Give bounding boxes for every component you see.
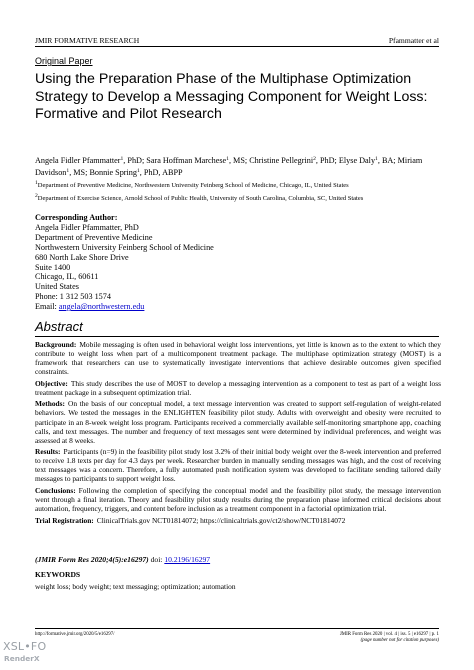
- corresponding-author-block: [35, 213, 214, 312]
- affiliation-marker: 2: [313, 156, 316, 162]
- section-label: Results:: [35, 447, 61, 457]
- affiliation-text: Department of Exercise Science, Arnold School of Public Health, University of South Carolina, Columbia, SC, United States: [37, 195, 364, 202]
- footer-divider: [35, 628, 439, 629]
- affiliation-number: 1: [35, 180, 38, 186]
- section-text: ClinicalTrials.gov NCT01814072; https://clinicaltrials.gov/ct2/show/NCT01814072: [96, 515, 346, 525]
- header-divider: [35, 46, 439, 47]
- affiliation-text: Department of Preventive Medicine, Northwestern University Feinberg School of Medicine, Chicago, IL, United States: [37, 182, 349, 189]
- email-label: Email:: [35, 302, 59, 312]
- abstract-heading: Abstract: [35, 319, 83, 334]
- abstract-results: [35, 447, 441, 483]
- contact-line: Suite 1400: [35, 262, 71, 272]
- section-label: Methods:: [35, 399, 65, 409]
- affiliation-number: 2: [35, 193, 38, 199]
- abstract-background: [35, 340, 441, 376]
- affiliation-marker: 1: [66, 168, 70, 174]
- abstract-divider: [35, 336, 439, 337]
- author-degrees: , PhD, ABPP: [139, 168, 183, 177]
- page-note: (page number not for citation purposes): [360, 638, 439, 643]
- contact-line: Department of Preventive Medicine: [35, 232, 153, 242]
- section-text: Mobile messaging is often used in behavioral weight loss interventions, yet little is known as to the extent to which they contribute to weight loss when part of a multicomponent treatment package. The multiphase optimization strategy (MOST) is a framework that researchers can use to systematically investigate interventions that achieve desirable outcomes given specified constraints.: [35, 340, 441, 377]
- author-name: Elyse Daly: [338, 156, 376, 165]
- author-name: Sara Hoffman Marchese: [146, 156, 227, 165]
- keywords-heading: KEYWORDS: [35, 570, 81, 579]
- paper-type-label: Original Paper: [35, 56, 93, 66]
- section-text: Participants (n=9) in the feasibility pilot study lost 3.2% of their initial body weight over the 8-week intervention and preferred to receive 1.8 texts per day for 4.3 days per week. Researcher burden in manually sending messages was high, and the cost of receiving text messages was a concern. Therefore, a fully automated push notification system was developed to facilitate sending tailored daily messages to participants to support weight loss.: [35, 447, 441, 484]
- contact-line: 680 North Lake Shore Drive: [35, 252, 129, 262]
- contact-line: United States: [35, 282, 79, 292]
- section-text: This study describes the use of MOST to develop a messaging intervention as a component to test as part of a weight loss treatment package in a subsequent optimization trial.: [35, 378, 441, 397]
- section-label: Conclusions:: [35, 485, 76, 495]
- affiliation-marker: 1: [120, 156, 124, 162]
- author-name: Christine Pellegrini: [249, 156, 314, 165]
- page-info: JMIR Form Res 2020 | vol. 4 | iss. 5 | e16297 | p. 1: [339, 632, 439, 637]
- renderx-logo-text: RenderX: [4, 654, 40, 663]
- corresponding-author-heading: Corresponding Author:: [35, 213, 118, 222]
- author-name: Bonnie Spring: [89, 168, 137, 177]
- affiliation-1: [35, 182, 441, 190]
- abstract-conclusions: [35, 486, 441, 513]
- contact-line: Angela Fidler Pfammatter, PhD: [35, 222, 139, 232]
- contact-line: Northwestern University Feinberg School of Medicine: [35, 242, 214, 252]
- abstract-trial-registration: [35, 516, 441, 525]
- author-degrees: , PhD;: [315, 156, 339, 165]
- citation-reference: (JMIR Form Res 2020;4(5):e16297): [35, 555, 149, 564]
- doi-link[interactable]: 10.2196/16297: [164, 555, 211, 564]
- abstract-objective: [35, 379, 441, 397]
- affiliation-marker: 1: [375, 156, 378, 162]
- contact-email-line: [35, 302, 214, 312]
- paper-title: Using the Preparation Phase of the Multiphase Optimization Strategy to Develop a Messaging Component for Weight Loss: Formative and Pilot Research: [35, 71, 428, 122]
- author-degrees: , PhD;: [123, 156, 147, 165]
- author-name: Angela Fidler Pfammatter: [35, 156, 121, 165]
- abstract-methods: [35, 399, 441, 444]
- author-list: [35, 155, 441, 179]
- footer-page-info: [340, 632, 439, 644]
- author-degrees: , BA;: [377, 156, 398, 165]
- xslfo-logo-text: XSL•FO: [3, 640, 47, 653]
- section-label: Objective:: [35, 378, 68, 388]
- contact-line: Chicago, IL, 60611: [35, 272, 99, 282]
- keywords-list: weight loss; body weight; text messaging; optimization; automation: [35, 582, 236, 591]
- abstract-body: [35, 340, 441, 527]
- doi-label: doi:: [150, 555, 163, 564]
- section-text: On the basis of our conceptual model, a text message intervention was created to support self-regulation of weight-related behaviors. We tested the messages in the ENLIGHTEN feasibility pilot study. Adults with overweight and obesity were recruited to participate in an 8-week weight loss program. Participants received a commercially available self-monitoring smartphone app, coaching calls, and text messages. The number and frequency of text messages sent were determined by individual preferences, and weight was assessed at 8 weeks.: [35, 399, 441, 445]
- section-label: Background:: [35, 340, 77, 349]
- section-text: Following the completion of specifying the conceptual model and the feasibility pilot study, the message intervention went through a final iteration. Theory and feasibility pilot study results during the preparation phase informed critical decisions about automation, frequency, triggers, and content before inclusion as a treatment component in a factorial optimization trial.: [35, 485, 441, 514]
- affiliation-marker: 1: [226, 156, 229, 162]
- section-label: Trial Registration:: [35, 515, 94, 525]
- citation-line: [35, 555, 210, 564]
- author-name: Miriam Davidson: [35, 156, 423, 177]
- contact-phone: Phone: 1 312 503 1574: [35, 292, 111, 302]
- renderx-logo: [3, 640, 47, 668]
- affiliation-2: [35, 195, 441, 203]
- email-link[interactable]: angela@northwestern.edu: [58, 302, 145, 312]
- affiliation-marker: 1: [136, 168, 140, 174]
- author-degrees: , MS;: [69, 168, 90, 177]
- footer-url: http://formative.jmir.org/2020/5/e16297/: [35, 632, 115, 637]
- journal-name: JMIR FORMATIVE RESEARCH: [35, 36, 140, 45]
- author-degrees: , MS;: [228, 156, 250, 165]
- running-authors: Pfammatter et al: [388, 36, 439, 45]
